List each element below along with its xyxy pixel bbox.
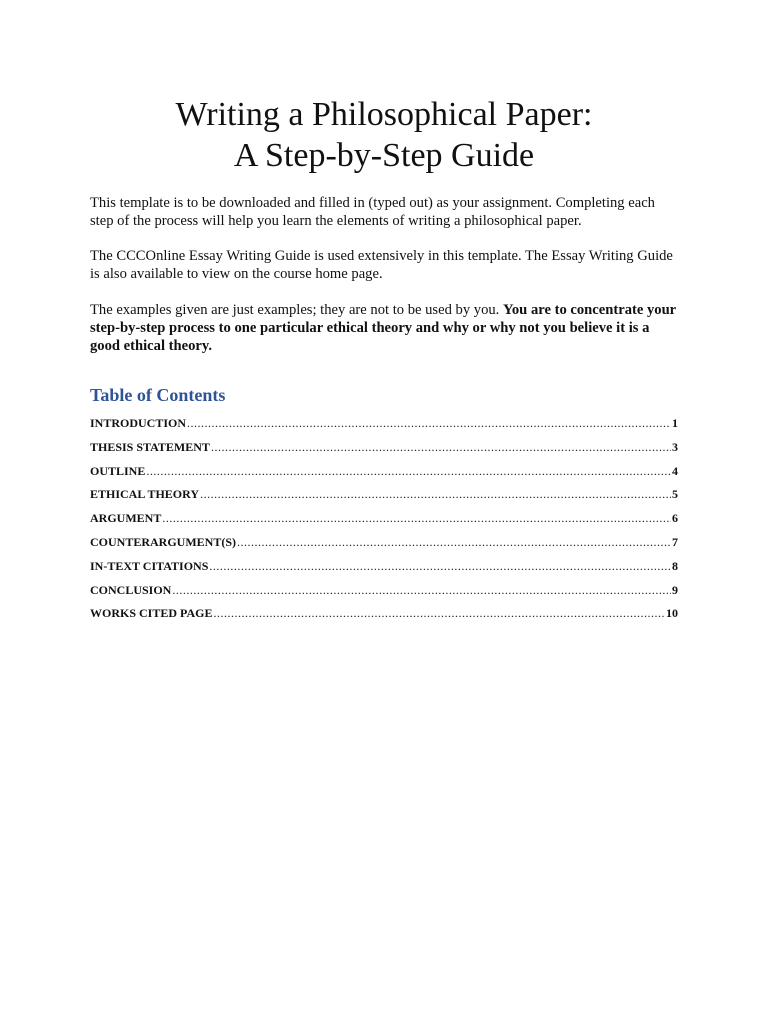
toc-page-number: 1 [672,416,678,430]
toc-entry-counterarguments[interactable] [90,535,678,559]
toc-entry-thesis-statement[interactable] [90,440,678,464]
toc-dot-leader [209,559,671,574]
examples-paragraph [90,301,680,355]
toc-page-number: 8 [672,558,678,573]
toc-entry-label: ETHICAL THEORY [90,487,200,502]
toc-entry-label: COUNTERARGUMENT(S) [90,534,237,549]
toc-entry-label: WORKS CITED PAGE [90,606,213,621]
toc-dot-leader [146,464,671,479]
toc-page-number: 9 [672,582,678,597]
toc-dot-leader [237,535,671,550]
toc-page-number: 3 [672,439,678,454]
toc-entry-label: CONCLUSION [90,582,172,597]
toc-entry-label: INTRODUCTION [90,416,187,430]
toc-entry-label: THESIS STATEMENT [90,439,210,454]
toc-entry-ethical-theory[interactable] [90,487,678,511]
toc-dot-leader [213,606,665,621]
toc-dot-leader [172,583,671,598]
toc-page-number: 7 [672,534,678,549]
title-line-2: A Step-by-Step Guide [233,137,535,174]
toc-entry-label: OUTLINE [90,463,146,478]
toc-entry-in-text-citations[interactable] [90,559,678,583]
toc-entry-label: IN-TEXT CITATIONS [90,558,209,573]
toc-entry-label: ARGUMENT [90,511,162,526]
toc-dot-leader [187,416,671,431]
toc-entry-works-cited-page[interactable] [90,606,678,630]
table-of-contents [90,416,678,630]
page-title [0,94,768,176]
title-line-1: Writing a Philosophical Paper: [175,96,593,133]
toc-dot-leader [211,440,671,455]
writing-guide-paragraph: The CCCOnline Essay Writing Guide is used extensively in this template. The Essay Writing Guide is also available to view on the course home page. [90,248,673,282]
toc-page-number: 5 [672,487,678,502]
toc-entry-introduction[interactable] [90,416,678,440]
intro-paragraph: This template is to be downloaded and filled in (typed out) as your assignment. Completing each step of the process will help you learn the elements of writing a philosophical paper. [90,195,655,229]
instruction-bold-text: You are to concentrate your step-by-step process to one particular ethical theory and why or why not you believe it is a good ethical theory. [90,302,676,354]
toc-page-number: 6 [672,511,678,526]
toc-heading: Table of Contents [90,385,226,405]
toc-dot-leader [200,487,671,502]
toc-entry-argument[interactable] [90,511,678,535]
toc-entry-outline[interactable] [90,464,678,488]
examples-text: The examples given are just examples; they are not to be used by you. [90,302,503,318]
toc-entry-conclusion[interactable] [90,583,678,607]
toc-page-number: 4 [672,463,678,478]
toc-dot-leader [162,511,671,526]
toc-page-number: 10 [666,606,678,621]
